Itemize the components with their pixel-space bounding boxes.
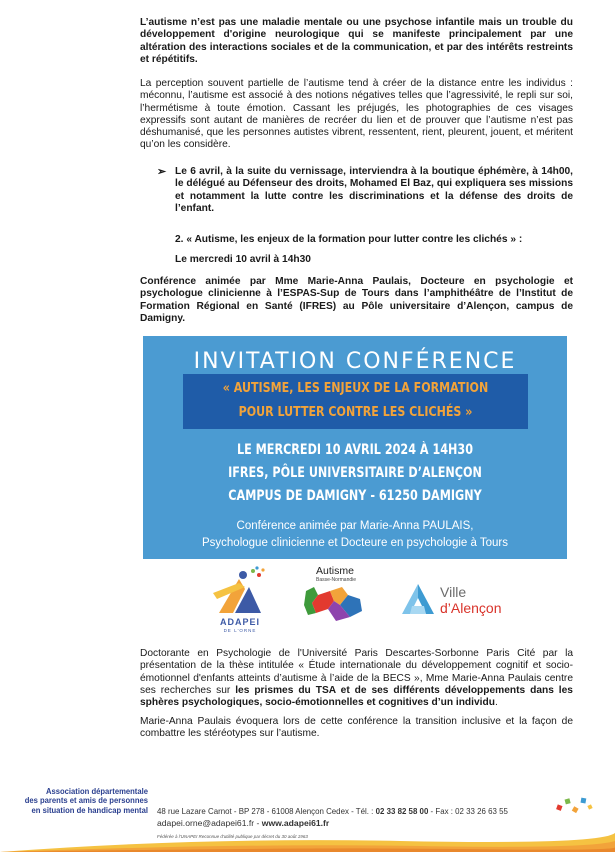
paragraph-autism-definition: L’autisme n’est pas une maladie mentale ou une psychose infantile mais un trouble du développement d'origine neurologique qui se manifeste principalement par une altération des interactions sociales et de la communication, et par des intérêts restreints et répétitifs. — [140, 17, 573, 65]
banner-speaker: Conférence animée par Marie-Anna PAULAIS, — [236, 520, 474, 532]
paragraph-perception: La perception souvent partielle de l’autisme tend à créer de la distance entre les individus : méconnu, l’autisme est associé à des notions négatives telles que l’agressivité, le repli sur soi, l’hermétisme à toute émotion. Cassant les préjugés, les photographies de ces visages expressifs sont autant de manières de recréer du lien et de prouver que l’autisme n’est pas déshumanisé, que les personnes autistes vibrent, ressentent, rient, pleurent, jouent, et méritent qu’on les considère. — [140, 78, 573, 151]
footer-website[interactable]: www.adapei61.fr — [261, 818, 330, 828]
banner-title: INVITATION CONFÉRENCE — [193, 349, 517, 374]
association-line-3: en situation de handicap mental — [31, 804, 149, 815]
footer-tel: 02 33 82 58 00 — [375, 806, 429, 816]
paragraph-conference-topic: Marie-Anna Paulais évoquera lors de cette conférence la transition inclusive et la façon de combattre les stéréotypes sur l’autisme. — [140, 716, 573, 740]
association-line-2: des parents et amis de personnes — [24, 795, 149, 806]
banner-venue: IFRES, PÔLE UNIVERSITAIRE D’ALENÇON — [228, 465, 482, 481]
ville-logo-line-2: d’Alençon — [440, 600, 502, 616]
research-text-bold: les prismes du TSA et de ses différents développements dans les sphères psychologiques, socio-émotionnelles et cognitives d’un individu — [140, 684, 573, 709]
adapei-logo-sub: DE L'ORNE — [223, 628, 257, 633]
invitation-banner — [143, 336, 567, 559]
association-line-1: Association départementale — [45, 786, 148, 796]
bullet-arrow-icon: ➢ — [157, 166, 167, 178]
item-2-date: Le mercredi 10 avril à 14h30 — [175, 254, 311, 265]
footer-wave-icon — [0, 815, 615, 852]
bullet-april-6: Le 6 avril, à la suite du vernissage, interviendra à la boutique éphémère, à 14h00, le délégué au Défenseur des droits, Mohamed El Baz, qui expliquera ses missions et notamment la lutte contre les discriminations et la défense des droits de l’enfant. — [175, 166, 573, 214]
banner-title-box — [183, 374, 528, 429]
banner-box-line-2: POUR LUTTER CONTRE LES CLICHÉS » — [238, 404, 473, 420]
association-name — [22, 787, 148, 815]
footer-fax: - Fax : 02 33 26 63 55 — [428, 806, 508, 816]
adapei-logo — [205, 565, 275, 637]
banner-speaker-title: Psychologue clinicienne et Docteure en psychologie à Tours — [201, 537, 508, 549]
research-text-c: . — [494, 697, 498, 709]
footer-federation: Fédérée à l'UNAPEI Reconnue d'utilité publique par décret du 30 août 1963 — [157, 834, 308, 839]
autisme-logo-sub: Basse-Normandie — [316, 577, 357, 583]
alencon-triangle-icon — [400, 582, 436, 618]
footer-address: 48 rue Lazare Carnot - BP 278 - 61008 Alençon Cedex - Tél. : — [157, 806, 376, 816]
ville-logo-line-1: Ville — [440, 584, 467, 600]
banner-date: LE MERCREDI 10 AVRIL 2024 À 14H30 — [236, 442, 474, 458]
adapei-figure-icon — [205, 565, 275, 617]
item-2-heading: 2. « Autisme, les enjeux de la formation pour lutter contre les clichés » : — [175, 234, 523, 245]
banner-box-line-1: « AUTISME, LES ENJEUX DE LA FORMATION — [222, 380, 489, 396]
footer-email[interactable]: adapei.orne@adapei61.fr - — [157, 818, 262, 828]
paragraph-conference-host: Conférence animée par Mme Marie-Anna Paulais, Docteure en psychologie et psychologue clinicienne à l’ESPAS-Sup de Tours dans l’amphithéâtre de l’Institut de Formation Régional en Santé (IFRES) au Pôle universitaire d’Alençon, campus de Damigny. — [140, 276, 573, 324]
paragraph-research — [140, 648, 573, 709]
autisme-basse-normandie-logo — [300, 565, 372, 627]
page-footer — [0, 775, 615, 852]
confetti-icon — [555, 795, 595, 817]
banner-campus: CAMPUS DE DAMIGNY - 61250 DAMIGNY — [228, 488, 482, 504]
autisme-logo-name: Autisme — [316, 565, 354, 577]
adapei-logo-name: ADAPEI — [219, 617, 260, 627]
research-text-a: Doctorante en Psychologie de l'Université Paris Descartes-Sorbonne Paris Cité par la présentation de la thèse intitulée « Étude internationale du développement cognitif et socio-émotionnel d'enfants atteints d’autisme à l’aide de la BECS », Mme Marie-Anna Paulais centre ses recherches sur — [140, 648, 573, 696]
normandie-map-icon — [300, 565, 372, 627]
ville-alencon-logo — [400, 578, 540, 620]
